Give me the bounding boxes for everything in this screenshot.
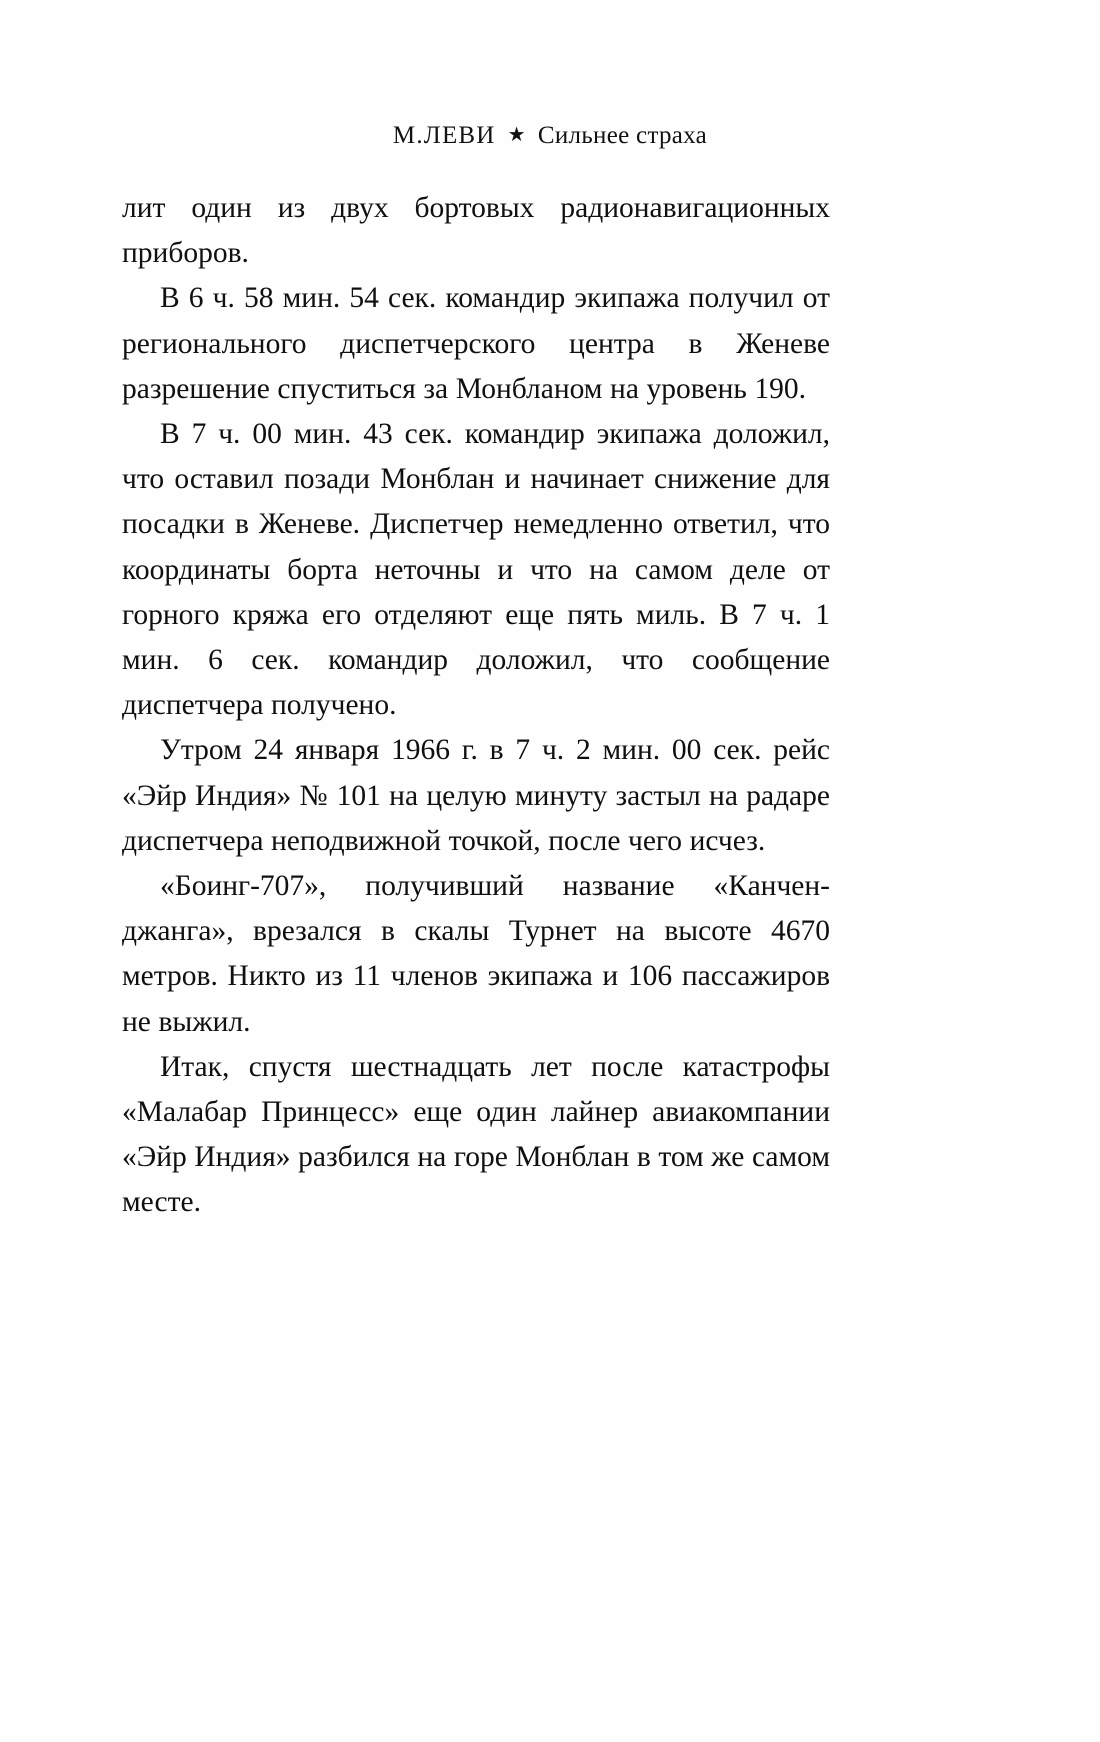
- paragraph: В 7 ч. 00 мин. 43 сек. командир экипажа доложил, что оставил позади Монблан и начинает снижение для посадки в Женеве. Диспетчер немедленно ответил, что координаты борта неточны и что на самом деле от горного кряжа его отделяют еще пять миль. В 7 ч. 1 мин. 6 сек. командир доложил, что сообщение диспетчера получено.: [122, 418, 830, 722]
- paragraph: Итак, спустя шестнадцать лет после катастрофы «Малабар Принцесс» еще один лайнер авиакомпании «Эйр Индия» разбился на горе Монблан в том же самом месте.: [122, 1050, 831, 1219]
- star-icon: ★: [507, 124, 526, 146]
- paragraph: Утром 24 января 1966 г. в 7 ч. 2 мин. 00 сек. рейс «Эйр Индия» № 101 на целую минуту застыл на радаре диспетчера неподвижной точкой, после чего исчез.: [122, 734, 830, 857]
- body-text: [122, 186, 830, 1226]
- running-head: [0, 122, 1100, 150]
- paragraph: «Боинг-707», получивший название «Канченджанга», врезался в скалы Турнет на высоте 4670 метров. Никто из 11 членов экипажа и 106 пассажиров не выжил.: [122, 870, 830, 1038]
- paragraph: В 6 ч. 58 мин. 54 сек. командир экипажа получил от регионального диспетчерского центра в Женеве разрешение спуститься за Монбланом на уровень 190.: [122, 282, 830, 405]
- paragraph: лит один из двух бортовых радионавигационных приборов.: [122, 192, 830, 270]
- running-head-book-title: Сильнее страха: [537, 122, 708, 149]
- running-head-author: М.ЛЕВИ: [392, 122, 496, 149]
